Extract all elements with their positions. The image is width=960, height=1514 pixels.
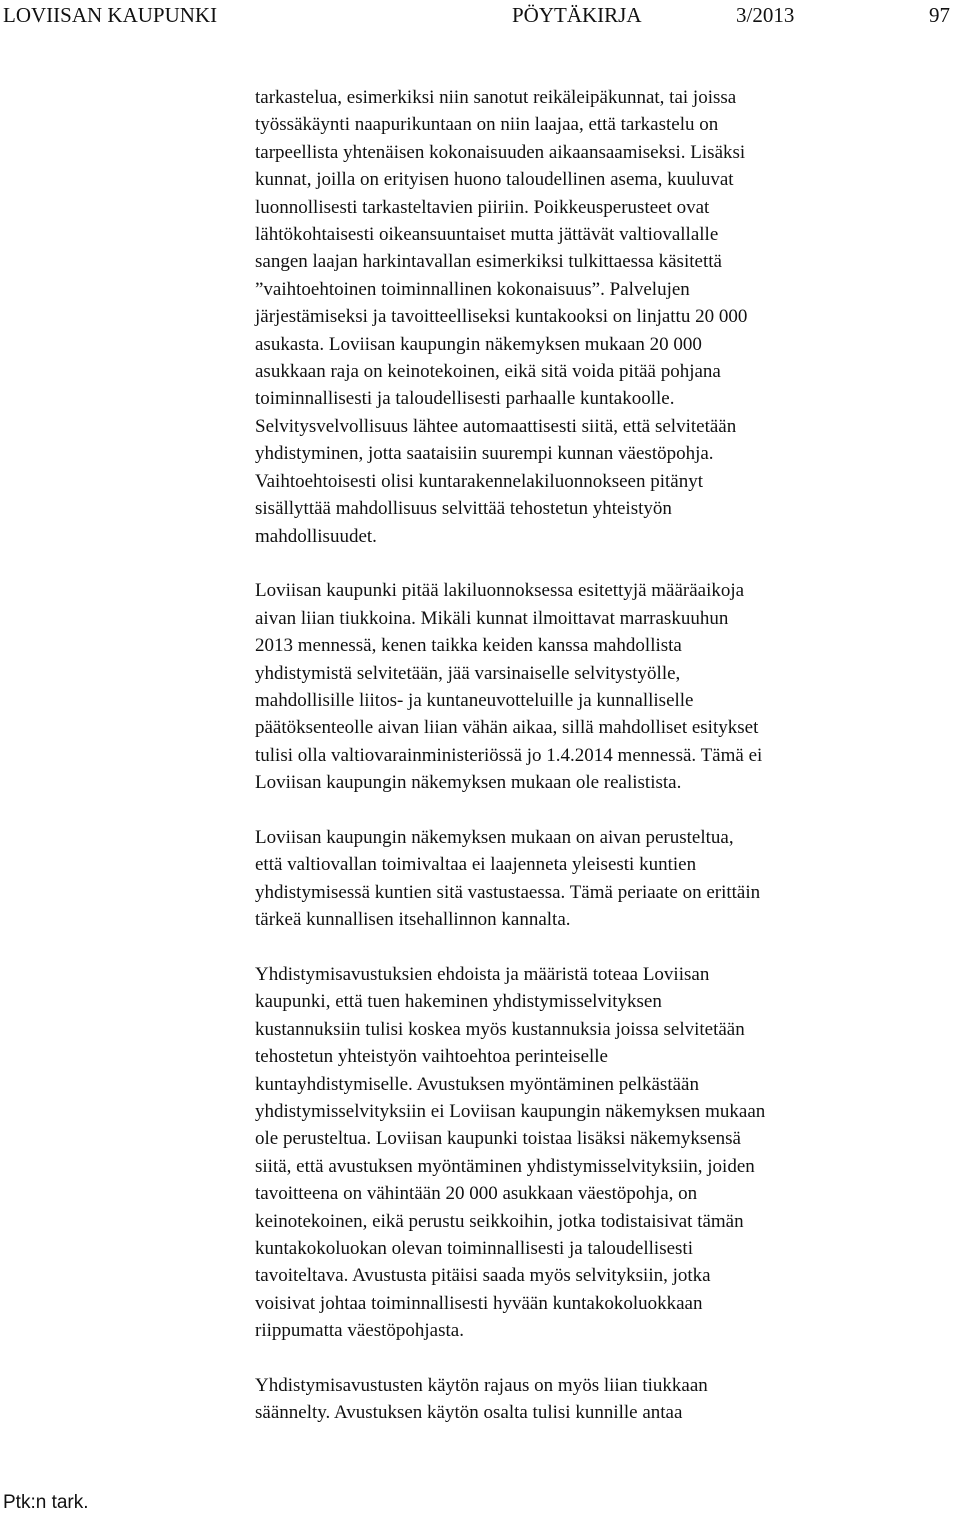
issue-number: 3/2013 — [736, 3, 795, 27]
paragraph-5: Yhdistymisavustusten käytön rajaus on myös liian tiukkaan säännelty. Avustuksen käytön osalta tulisi kunnille antaa — [255, 1375, 708, 1424]
paragraph-2: Loviisan kaupunki pitää lakiluonnoksessa esitettyjä määräaikoja aivan liian tiukkoina. Mikäli kunnat ilmoittavat marraskuuhun 2013 mennessä, kenen taikka keiden kanssa mahdollista yhdistymistä selvitetään, jää varsinaiselle selvitystyölle, mahdollisille liitos- ja kuntaneuvotteluille ja kunnalliselle päätöksenteolle aivan liian vähän aikaa, sillä mahdolliset esitykset tulisi olla valtiovarainministeriössä jo 1.4.2014 mennessä. Tämä ei Loviisan kaupungin näkemyksen mukaan ole realistista. — [255, 580, 763, 794]
document-body — [255, 84, 860, 1454]
minutes-checker-label: Ptk:n tark. — [3, 1492, 89, 1513]
paragraph-3: Loviisan kaupungin näkemyksen mukaan on aivan perusteltua, että valtiovallan toimivaltaa ei laajenneta yleisesti kuntien yhdistymisessä kuntien sitä vastustaessa. Tämä periaate on erittäin tärkeä kunnallisen itsehallinnon kannalta. — [255, 826, 761, 931]
page-header — [0, 0, 960, 30]
page-number: 97 — [929, 3, 950, 27]
document-type: PÖYTÄKIRJA — [512, 3, 642, 27]
paragraph-1: tarkastelua, esimerkiksi niin sanotut reikäleipäkunnat, tai joissa työssäkäynti naapurikuntaan on niin laajaa, että tarkastelu on tarpeellista yhtenäisen kokonaisuuden aikaansaamiseksi. Lisäksi kunnat, joilla on erityisen huono taloudellinen asema, kuuluvat luonnollisesti tarkasteltavien piiriin. Poikkeusperusteet ovat lähtökohtaisesti oikeansuuntaiset mutta jättävät valtiovallalle sangen laajan harkintavallan esimerkiksi tulkittaessa käsitettä ”vaihtoehtoinen toiminnallinen kokonaisuus”. Palvelujen järjestämiseksi ja tavoitteelliseksi kuntakooksi on linjattu 20 000 asukasta. Loviisan kaupungin näkemyksen mukaan 20 000 asukkaan raja on keinotekoinen, eikä sitä voida pitää pohjana toiminnallisesti ja taloudellisesti parhaalle kuntakoolle. Selvitysvelvollisuus lähtee automaattisesti siitä, että selvitetään yhdistyminen, jotta saataisiin suurempi kunnan väestöpohja. Vaihtoehtoisesti olisi kuntarakennelakiluonnokseen pitänyt sisällyttää mahdollisuus selvittää tehostetun yhteistyön mahdollisuudet. — [255, 87, 748, 547]
organization-name: LOVIISAN KAUPUNKI — [3, 3, 218, 27]
paragraph-4: Yhdistymisavustuksien ehdoista ja määristä toteaa Loviisan kaupunki, että tuen hakeminen yhdistymisselvityksen kustannuksiin tulisi koskea myös kustannuksia joissa selvitetään tehostetun yhteistyön vaihtoehtoa perinteiselle kuntayhdistymiselle. Avustuksen myöntäminen pelkästään yhdistymisselvityksiin ei Loviisan kaupungin näkemyksen mukaan ole perusteltua. Loviisan kaupunki toistaa lisäksi näkemyksensä siitä, että avustuksen myöntäminen yhdistymisselvityksiin, joiden tavoitteena on vähintään 20 000 asukkaan väestöpohja, on keinotekoinen, eikä perustu seikkoihin, jotka todistaisivat tämän kuntakokoluokan olevan toiminnallisesti ja taloudellisesti tavoiteltava. Avustusta pitäisi saada myös selvityksiin, jotka voisivat johtaa toiminnallisesti hyvään kuntakokoluokkaan riippumatta väestöpohjasta. — [255, 963, 766, 1342]
